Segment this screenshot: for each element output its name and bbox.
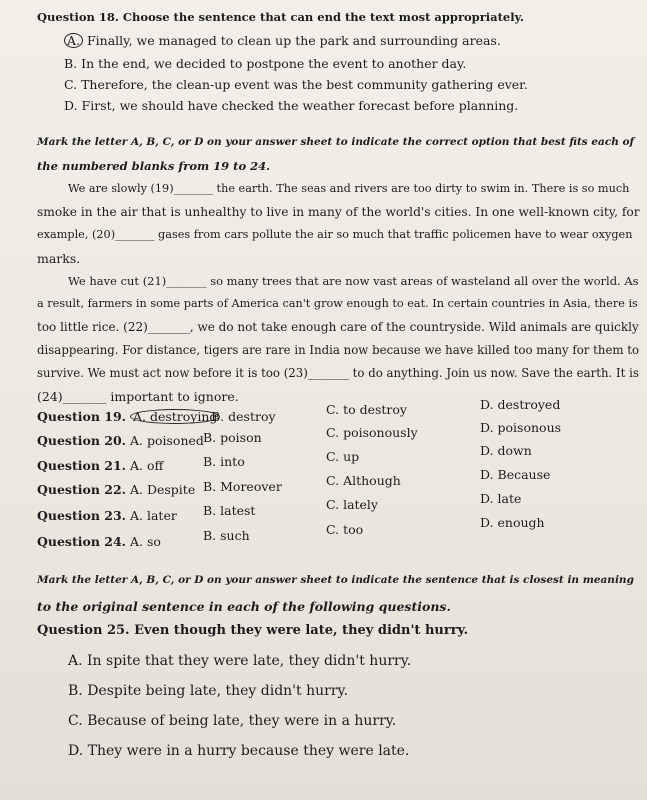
q21-option-b[interactable]: B. into	[203, 454, 245, 469]
passage-line: We are slowly (19)_______ the earth. The seas and rivers are too dirty to swim in. There is so much	[68, 182, 630, 195]
passage-line: marks.	[37, 251, 81, 266]
passage-line: smoke in the air that is unhealthy to live in many of the world's cities. In one well-known city, for	[37, 205, 640, 219]
q23-option-d[interactable]: D. late	[480, 491, 522, 506]
q18-option-b[interactable]: B. In the end, we decided to postpone the event to another day.	[64, 56, 467, 71]
q22-row: Question 22. A. Despite	[37, 482, 196, 497]
selected-answer-circle[interactable]: A. destroying	[130, 409, 220, 424]
passage-line: survive. We must act now before it is too (23)_______ to do anything. Join us now. Save the earth. It is	[37, 366, 639, 380]
passage-line: We have cut (21)_______ so many trees that are now vast areas of wasteland all over the world. As	[68, 274, 639, 288]
q24-option-c[interactable]: C. too	[326, 522, 364, 537]
passage-line: (24)_______ important to ignore.	[37, 389, 239, 404]
q22-option-b[interactable]: B. Moreover	[203, 479, 282, 494]
q19-option-c[interactable]: C. to destroy	[326, 402, 407, 417]
passage-line: disappearing. For distance, tigers are rare in India now because we have killed too many for them to	[37, 343, 640, 357]
q19-option-d[interactable]: D. destroyed	[480, 397, 561, 412]
cloze-instruction-line2: the numbered blanks from 19 to 24.	[37, 159, 271, 173]
q23-option-c[interactable]: C. lately	[326, 497, 378, 512]
closest-instruction-line2: to the original sentence in each of the following questions.	[37, 599, 451, 614]
q20-option-b[interactable]: B. poison	[203, 430, 262, 445]
q24-option-d[interactable]: D. enough	[480, 515, 545, 530]
q21-row: Question 21. A. off	[37, 458, 164, 473]
q25-option-d[interactable]: D. They were in a hurry because they were late.	[68, 743, 410, 759]
q24-option-b[interactable]: B. such	[203, 528, 250, 543]
q20-row: Question 20. A. poisoned	[37, 433, 204, 448]
passage-line: example, (20)_______ gases from cars pollute the air so much that traffic policemen have to wear oxygen	[37, 228, 633, 241]
closest-instruction-line1: Mark the letter A, B, C, or D on your answer sheet to indicate the sentence that is closest in meaning	[37, 574, 634, 586]
q25-option-c[interactable]: C. Because of being late, they were in a hurry.	[68, 713, 397, 729]
passage-line: a result, farmers in some parts of America can't grow enough to eat. In certain countries in Asia, there is	[37, 297, 638, 310]
selected-answer-circle: A.	[64, 33, 83, 48]
q19-row: Question 19. A. destroying	[37, 409, 220, 424]
cloze-instruction-line1: Mark the letter A, B, C, or D on your answer sheet to indicate the correct option that best fits each of	[37, 136, 635, 148]
q21-option-c[interactable]: C. up	[326, 449, 360, 464]
passage-line: too little rice. (22)_______, we do not take enough care of the countryside. Wild animals are quickly	[37, 320, 639, 334]
q18-option-d[interactable]: D. First, we should have checked the weather forecast before planning.	[64, 98, 519, 113]
q20-option-c[interactable]: C. poisonously	[326, 425, 418, 440]
q22-option-d[interactable]: D. Because	[480, 467, 551, 482]
q18-heading: Question 18. Choose the sentence that can end the text most appropriately.	[37, 10, 524, 24]
q18-option-a[interactable]: A. Finally, we managed to clean up the park and surrounding areas.	[64, 33, 501, 48]
q24-row: Question 24. A. so	[37, 534, 161, 549]
q25-heading: Question 25. Even though they were late, they didn't hurry.	[37, 623, 469, 638]
q19-option-b[interactable]: B. destroy	[211, 409, 276, 424]
q20-option-d[interactable]: D. poisonous	[480, 420, 562, 435]
q22-option-c[interactable]: C. Although	[326, 473, 401, 488]
q25-option-a[interactable]: A. In spite that they were late, they didn't hurry.	[68, 653, 412, 669]
q18-option-c[interactable]: C. Therefore, the clean-up event was the best community gathering ever.	[64, 77, 528, 92]
q25-option-b[interactable]: B. Despite being late, they didn't hurry.	[68, 683, 349, 699]
q23-option-b[interactable]: B. latest	[203, 503, 256, 518]
q21-option-d[interactable]: D. down	[480, 443, 532, 458]
q23-row: Question 23. A. later	[37, 508, 177, 523]
